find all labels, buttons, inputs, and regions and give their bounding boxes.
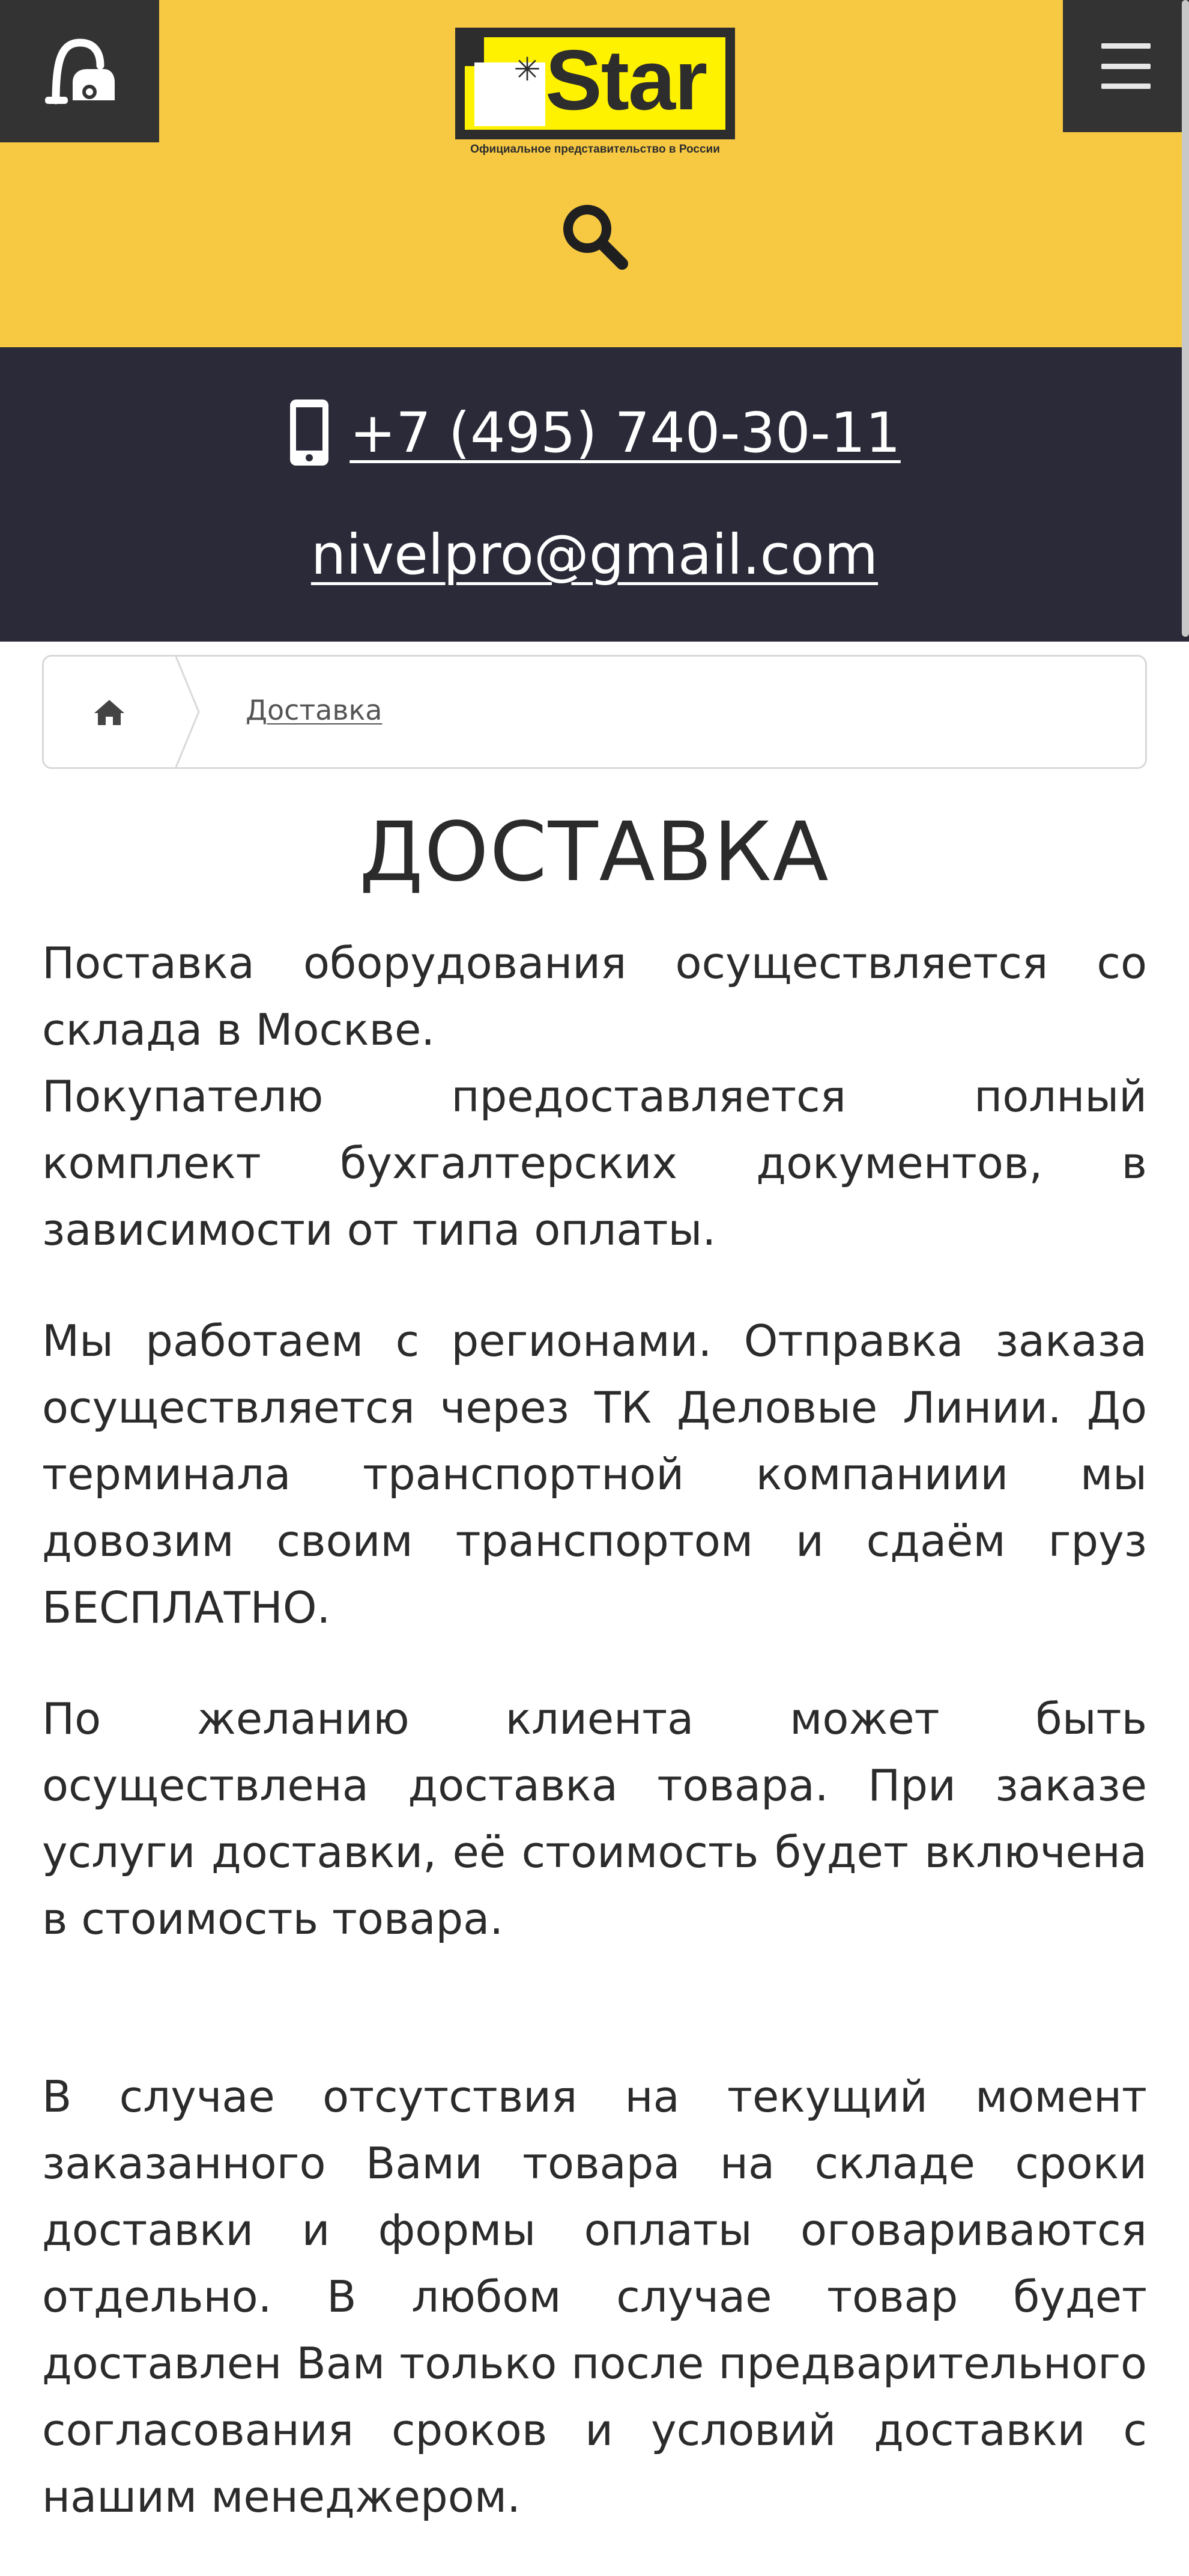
page-content [42,930,1147,2530]
vacuum-cleaner-icon [38,29,122,114]
logo-text: Star [545,32,707,128]
page-title: ДОСТАВКА [359,805,830,900]
paragraph: Мы работаем с регионами. Отправка заказа осуществляется через ТК Деловые Линии. До терминала транспортной компаниии мы довозим своим транспортом и сдаём груз БЕСПЛАТНО. [42,1316,1147,1633]
contacts-bar [0,347,1189,642]
phone-row [0,396,1189,469]
mobile-phone-icon [288,398,330,467]
cart-button[interactable] [0,0,159,142]
search-icon[interactable] [560,201,629,271]
paragraph: Поставка оборудования осуществляется со склада в Москве. [42,938,1147,1055]
site-header [0,0,1189,347]
breadcrumb-current[interactable]: Доставка [246,694,383,726]
breadcrumb-separator [175,657,211,767]
scrollbar[interactable] [1182,0,1189,637]
breadcrumb-home[interactable] [44,657,175,767]
paragraph: По желанию клиента может быть осуществлена доставка товара. При заказе услуги доставки, её стоимость будет включена в стоимость товара. [42,1694,1147,1944]
snowflake-icon: ✳ [513,50,541,88]
home-icon [92,697,126,726]
phone-link[interactable]: +7 (495) 740-30-11 [349,400,901,465]
paragraph: В случае отсутствия на текущий момент заказанного Вами товара на складе сроки доставки и формы оплаты оговариваются отдельно. В любом случае товар будет доставлен Вам только после предварительного согласования сроков и условий доставки с нашим менеджером. [42,2071,1147,2522]
menu-button[interactable] [1063,0,1189,132]
breadcrumb [42,655,1147,769]
site-logo[interactable] [455,28,735,141]
email-link[interactable]: nivelpro@gmail.com [310,523,879,587]
paragraph: Покупателю предоставляется полный комплект бухгалтерских документов, в зависимости от типа оплаты. [42,1071,1147,1255]
logo-subtitle: Официальное представительство в России [470,143,720,156]
hamburger-icon [1101,43,1151,89]
